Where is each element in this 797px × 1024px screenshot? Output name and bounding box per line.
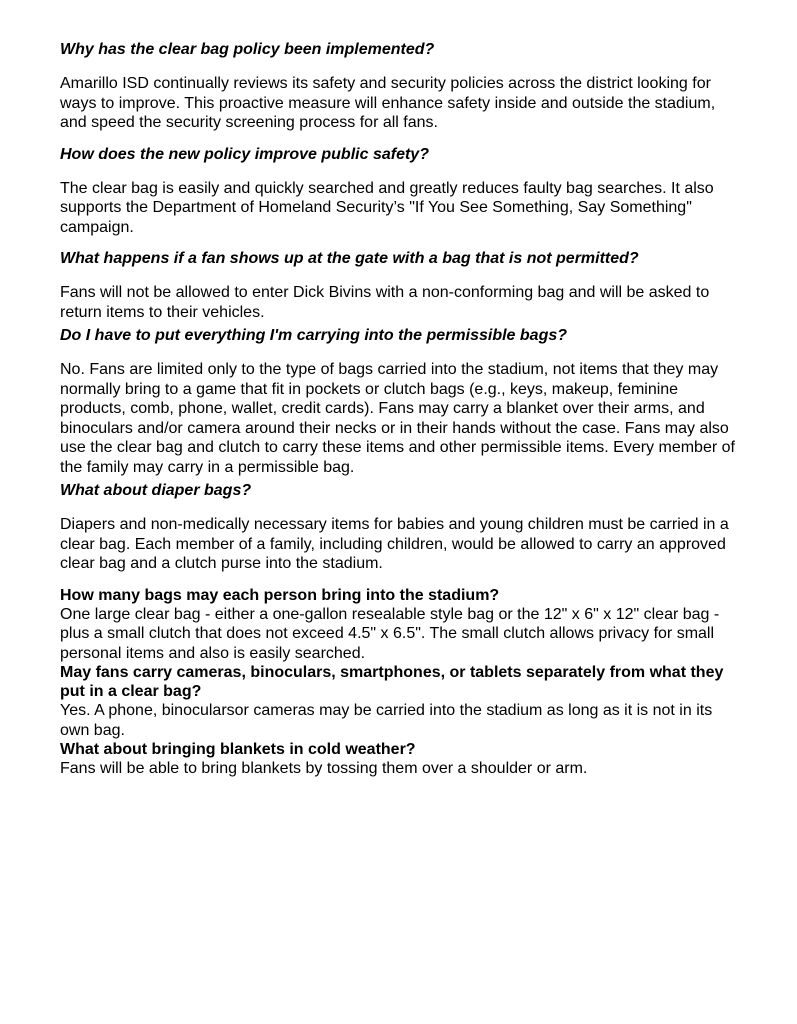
faq-question-3: What happens if a fan shows up at the gate with a bag that is not permitted? [60,250,639,267]
faq-question-6: How many bags may each person bring into the stadium? [60,586,500,604]
faq-answer-2: The clear bag is easily and quickly searched and greatly reduces faulty bag searches. It also supports the Department of Homeland Security’s "If You See Something, Say Something" campaign. [60,179,714,236]
faq-answer-6: One large clear bag - either a one-gallon resealable style bag or the 12" x 6" x 12" clear bag - plus a small clutch that does not exceed 4.5" x 6.5". The small clutch allows privacy for small personal items and also is easily searched. [60,605,720,662]
faq-question-4: Do I have to put everything I'm carrying into the permissible bags? [60,327,568,344]
faq-answer-5: Diapers and non-medically necessary items for babies and young children must be carried in a clear bag. Each member of a family, including children, would be allowed to carry an approved clear bag and a clutch purse into the stadium. [60,516,729,572]
faq-document [60,40,740,779]
faq-question-5: What about diaper bags? [60,482,252,499]
faq-answer-1: Amarillo ISD continually reviews its safety and security policies across the district looking for ways to improve. This proactive measure will enhance safety inside and outside the stadium, and speed the security screening process for all fans. [60,75,716,131]
faq-question-7: May fans carry cameras, binoculars, smartphones, or tablets separately from what they put in a clear bag? [60,664,724,700]
faq-answer-3: Fans will not be allowed to enter Dick Bivins with a non-conforming bag and will be asked to return items to their vehicles. [60,284,710,321]
faq-answer-8: Fans will be able to bring blankets by tossing them over a shoulder or arm. [60,760,588,777]
faq-answer-4: No. Fans are limited only to the type of bags carried into the stadium, not items that they may normally bring to a game that fit in pockets or clutch bags (e.g., keys, makeup, feminine products, comb, phone, wallet, credit cards). Fans may carry a blanket over their arms, and binoculars and/or camera around their necks or in their hands without the case. Fans may also use the clear bag and clutch to carry these items and other permissible items. Every member of the family may carry in a permissible bag. [60,361,735,476]
faq-question-1: Why has the clear bag policy been implemented? [60,41,435,58]
faq-question-8: What about bringing blankets in cold weather? [60,741,416,758]
faq-answer-7: Yes. A phone, binocularsor cameras may be carried into the stadium as long as it is not in its own bag. [60,702,713,739]
faq-question-2: How does the new policy improve public safety? [60,145,429,163]
